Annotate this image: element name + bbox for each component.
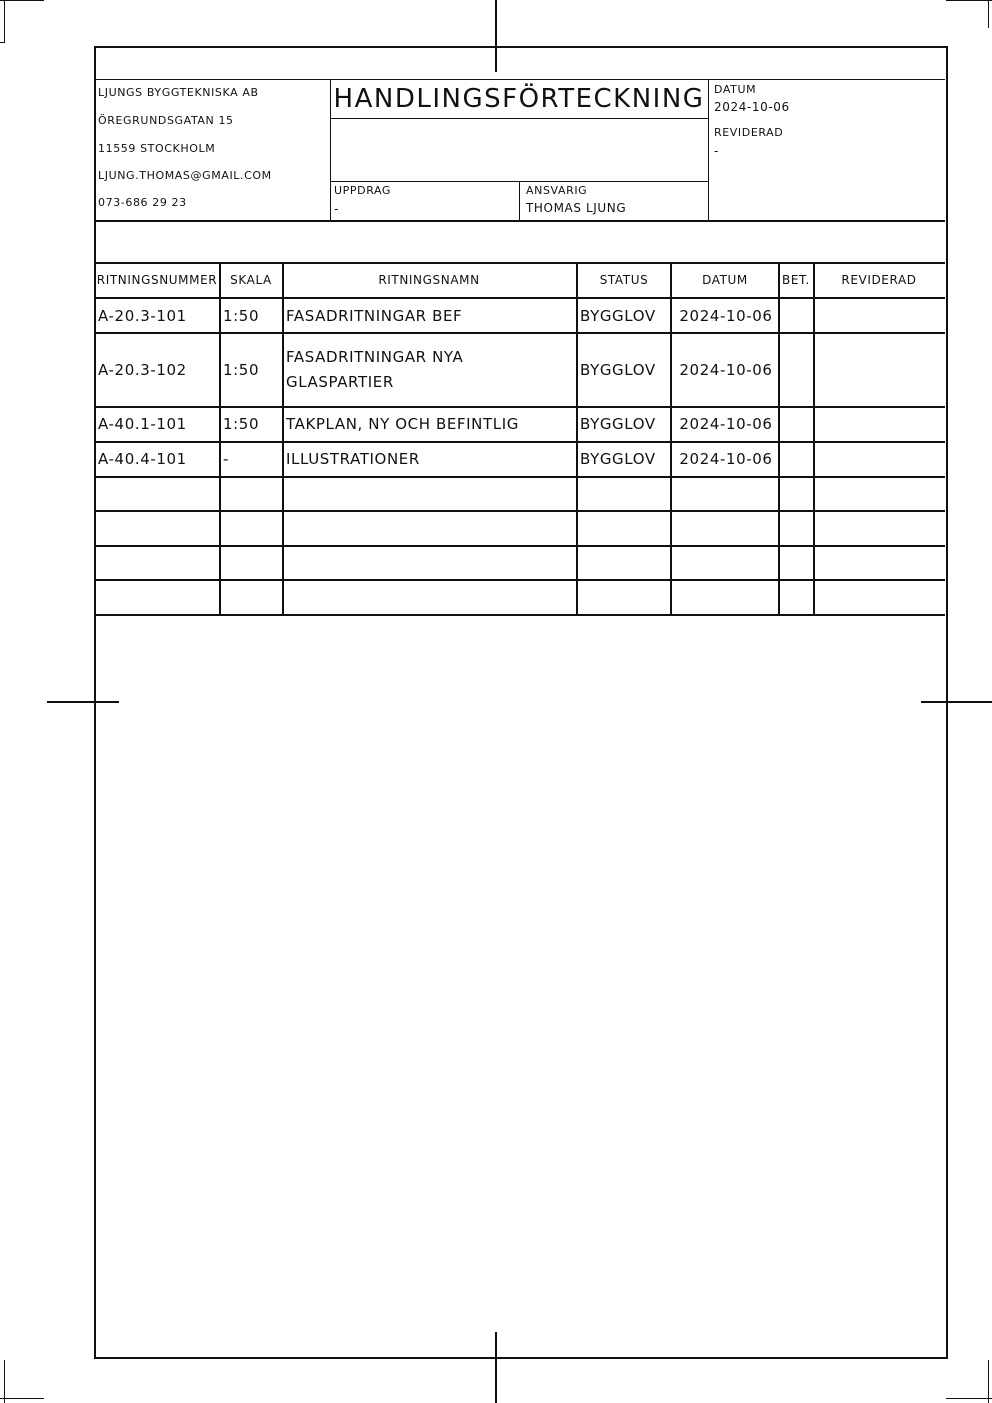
header-bet: BET.	[782, 273, 810, 287]
row-2-status: BYGGLOV	[580, 361, 656, 379]
row-3-datum: 2024-10-06	[679, 415, 773, 433]
row-2-nummer: A-20.3-102	[98, 361, 187, 379]
crop-mark	[4, 1360, 5, 1403]
header-ritningsnamn: RITNINGSNAMN	[378, 273, 480, 287]
ansvarig-value: THOMAS LJUNG	[526, 201, 627, 215]
datum-value: 2024-10-06	[714, 100, 790, 114]
row-2-namn-line2: GLASPARTIER	[286, 373, 394, 391]
company-street: ÖREGRUNDSGATAN 15	[98, 114, 234, 127]
company-city: 11559 STOCKHOLM	[98, 142, 216, 155]
row-1-status: BYGGLOV	[580, 307, 656, 325]
reviderad-value: -	[714, 144, 719, 158]
row-3-skala: 1:50	[223, 415, 260, 433]
company-name: LJUNGS BYGGTEKNISKA AB	[98, 86, 259, 99]
row-4-skala: -	[223, 450, 230, 468]
crop-mark	[988, 1360, 989, 1403]
document-title: HANDLINGSFÖRTECKNING	[333, 84, 705, 114]
row-4-status: BYGGLOV	[580, 450, 656, 468]
header-status: STATUS	[599, 273, 649, 287]
row-4-nummer: A-40.4-101	[98, 450, 187, 468]
row-2-namn: FASADRITNINGAR NYA	[286, 348, 464, 366]
row-3-status: BYGGLOV	[580, 415, 656, 433]
row-4-datum: 2024-10-06	[679, 450, 773, 468]
drawing-list-table	[0, 0, 992, 620]
header-ritningsnummer: RITNINGSNUMMER	[96, 273, 218, 287]
ansvarig-label: ANSVARIG	[526, 184, 588, 197]
row-3-nummer: A-40.1-101	[98, 415, 187, 433]
header-skala: SKALA	[230, 273, 272, 287]
crop-mark	[946, 1398, 992, 1399]
company-email: LJUNG.THOMAS@GMAIL.COM	[98, 169, 272, 182]
datum-label: DATUM	[714, 83, 757, 96]
row-1-nummer: A-20.3-101	[98, 307, 187, 325]
row-4-namn: ILLUSTRATIONER	[286, 450, 420, 468]
row-1-namn: FASADRITNINGAR BEF	[286, 307, 463, 325]
reviderad-label: REVIDERAD	[714, 126, 784, 139]
uppdrag-value: -	[334, 202, 339, 216]
row-2-skala: 1:50	[223, 361, 260, 379]
row-2-datum: 2024-10-06	[679, 361, 773, 379]
header-datum: DATUM	[702, 273, 748, 287]
company-phone: 073-686 29 23	[98, 196, 187, 209]
row-1-datum: 2024-10-06	[679, 307, 773, 325]
row-3-namn: TAKPLAN, NY OCH BEFINTLIG	[286, 415, 519, 433]
uppdrag-label: UPPDRAG	[334, 184, 392, 197]
row-1-skala: 1:50	[223, 307, 260, 325]
crop-mark	[0, 1398, 44, 1399]
header-reviderad: REVIDERAD	[841, 273, 917, 287]
